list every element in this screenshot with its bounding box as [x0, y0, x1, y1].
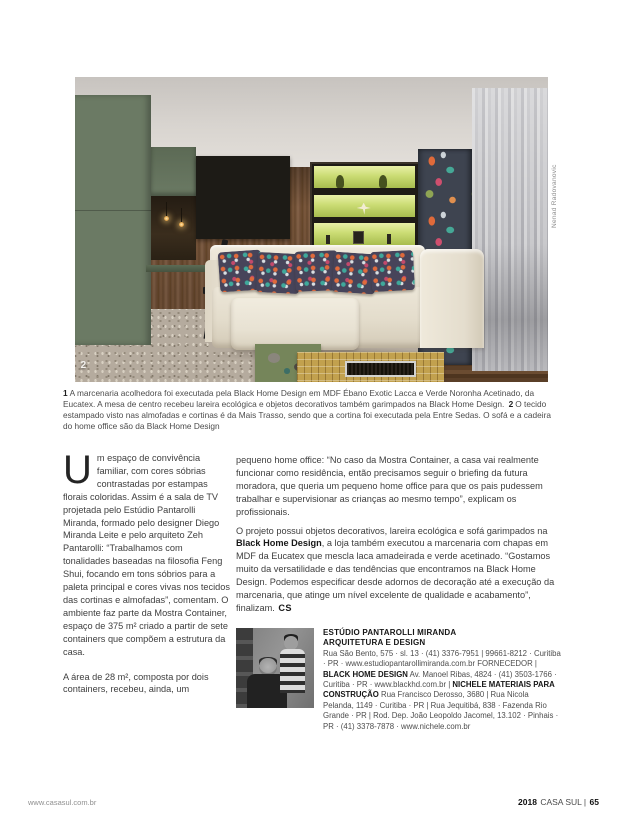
photo-credit: Nenad Radovanovic [551, 164, 558, 228]
backlit-shelf-niche [312, 164, 418, 248]
person-head [284, 636, 298, 650]
article-column-left [63, 448, 230, 696]
supplier-address: Rua Francisco Derosso, 3680 | Rua Nicola Pelanda, 1149 · Curitiba · PR | Rua Jequitibá, 838 · Fazenda Rio Grande · PR | Rod. Dep. João Leopoldo Jacomel, 13.102 · Pinhais · PR · (41) 3378-7878 · www.nichele.com.br [323, 690, 559, 731]
pendant-light [179, 222, 184, 227]
article-column-right [236, 454, 561, 732]
supplier-name: NICHELE MATERIAIS PARA CONSTRUÇÃO [323, 679, 555, 700]
person-head [259, 658, 276, 676]
plant-reflection [155, 236, 168, 255]
supplier-label: FORNECEDOR | [477, 659, 537, 669]
paragraph [236, 525, 561, 615]
caption-marker-1: 1 [63, 388, 68, 398]
plant-decor [379, 175, 387, 188]
folio-page-number: 65 [589, 797, 599, 807]
supplier-address: Av. Manoel Ribas, 4824 · (41) 3503-1766 · Curitiba · PR · www.blackhd.com.br | [323, 669, 557, 689]
contact-text [323, 628, 561, 732]
page-footer [28, 797, 600, 807]
studio-address: Rua São Bento, 575 · sl. 13 · (41) 3376-7951 | 99661-8212 · Curitiba · PR · www.estudiopantarollimiranda.com.br [323, 648, 561, 669]
studio-name-line2: ARQUITETURA E DESIGN [323, 638, 426, 648]
sofa-chaise [231, 298, 359, 350]
mirror-niche [151, 196, 196, 260]
window-blind [196, 156, 291, 238]
paragraph: pequeno home office: “No caso da Mostra Container, a casa vai realmente funcionar como residência, então precisamos seguir o briefing da futura moradora, que queria um pequeno home office para que os pais pudessem trabalhar e supervisionar as crianças ao mesmo tempo”, explicam os profissionais. [236, 455, 543, 517]
folio-year: 2018 [518, 797, 537, 807]
ecological-fireplace [345, 361, 416, 378]
green-cabinet-tall [75, 95, 151, 345]
paragraph: A área de 28 m², composta por dois containers, recebeu, ainda, um [63, 671, 209, 695]
person-body [280, 649, 305, 693]
supplier-name: BLACK HOME DESIGN [323, 669, 408, 679]
caption-text-1: A marcenaria acolhedora foi executada pela Black Home Design em MDF Ébano Exotic Lacca e Verde Noronha Acetinado, da Eucatex. A mesa de centro recebeu lareira ecológica e objetos decorativos também garimpados na Black Home Design. [63, 388, 535, 409]
folio-title: CASA SUL | [540, 797, 587, 807]
folio [517, 797, 600, 807]
studio-name: ESTÚDIO PANTAROLLI MIRANDA [323, 627, 457, 637]
photo-caption [63, 388, 561, 432]
bird-figurine [357, 203, 371, 215]
stone-decor [268, 353, 280, 362]
contact-block [236, 628, 561, 732]
plant-decor [336, 175, 344, 188]
floral-pillow [370, 250, 415, 292]
magazine-website: www.casasul.com.br [28, 798, 97, 807]
shelf-row [314, 195, 415, 217]
shelf-row [314, 166, 415, 188]
stone-decor [284, 368, 291, 374]
pendant-light [164, 216, 169, 221]
decor-object [387, 234, 391, 244]
paragraph [63, 448, 230, 659]
paragraph-text: m espaço de convivência familiar, com cores sóbrias contrastadas por estampas florais coloridas. Assim é a sala de TV projetada pelo Estúdio Pantarolli Miranda, formado pelo designer Diego Miranda Leite e pelo arquiteto Zeh Pantarolli: “Trabalhamos com tonalidades baseadas na filosofia Feng Shui, focando em tons sóbrios para a paleta principal e cores vivas nos tecidos das cortinas e almofadas”, comentam. O ambiente faz parte da Mostra Container, espaço de 375 m² criado a partir de sete containers que compõem a estrutura da casa. [63, 453, 230, 657]
room-photo [75, 77, 548, 382]
sofa-arm-right [420, 249, 484, 348]
picture-frame [353, 231, 364, 244]
article-signoff: CS [278, 602, 292, 613]
drop-cap: U [63, 448, 92, 492]
paragraph-text: , a loja também executou a marcenaria com chapas em MDF da Eucatex que mescla laca amadeirada e verde acetinado. “Gostamos muito da versatilidade e das tendências que encontramos na Black Home Design. Podemos especificar desde adornos de decoração até a execução da marcenaria, que atinge um nível excelente de qualidade e acabamento”, finalizam. [236, 538, 555, 613]
caption-marker-2: 2 [508, 398, 514, 409]
designers-portrait [236, 628, 314, 708]
brand-name: Black Home Design [236, 538, 322, 549]
caption-text-2: O tecido estampado visto nas almofadas e cortinas é da Mais Trasso, sendo que a cortina foi executada pela Entre Sedas. O sofá e a cadeira do home office são da Black Home Design [63, 398, 551, 431]
paragraph-text: O projeto possui objetos decorativos, lareira ecológica e sofá garimpados na [236, 525, 548, 536]
decor-object [326, 235, 330, 244]
shelf-row [314, 223, 415, 245]
green-cabinet-upper [151, 147, 196, 196]
photo-number-badge: 2 [80, 360, 87, 372]
